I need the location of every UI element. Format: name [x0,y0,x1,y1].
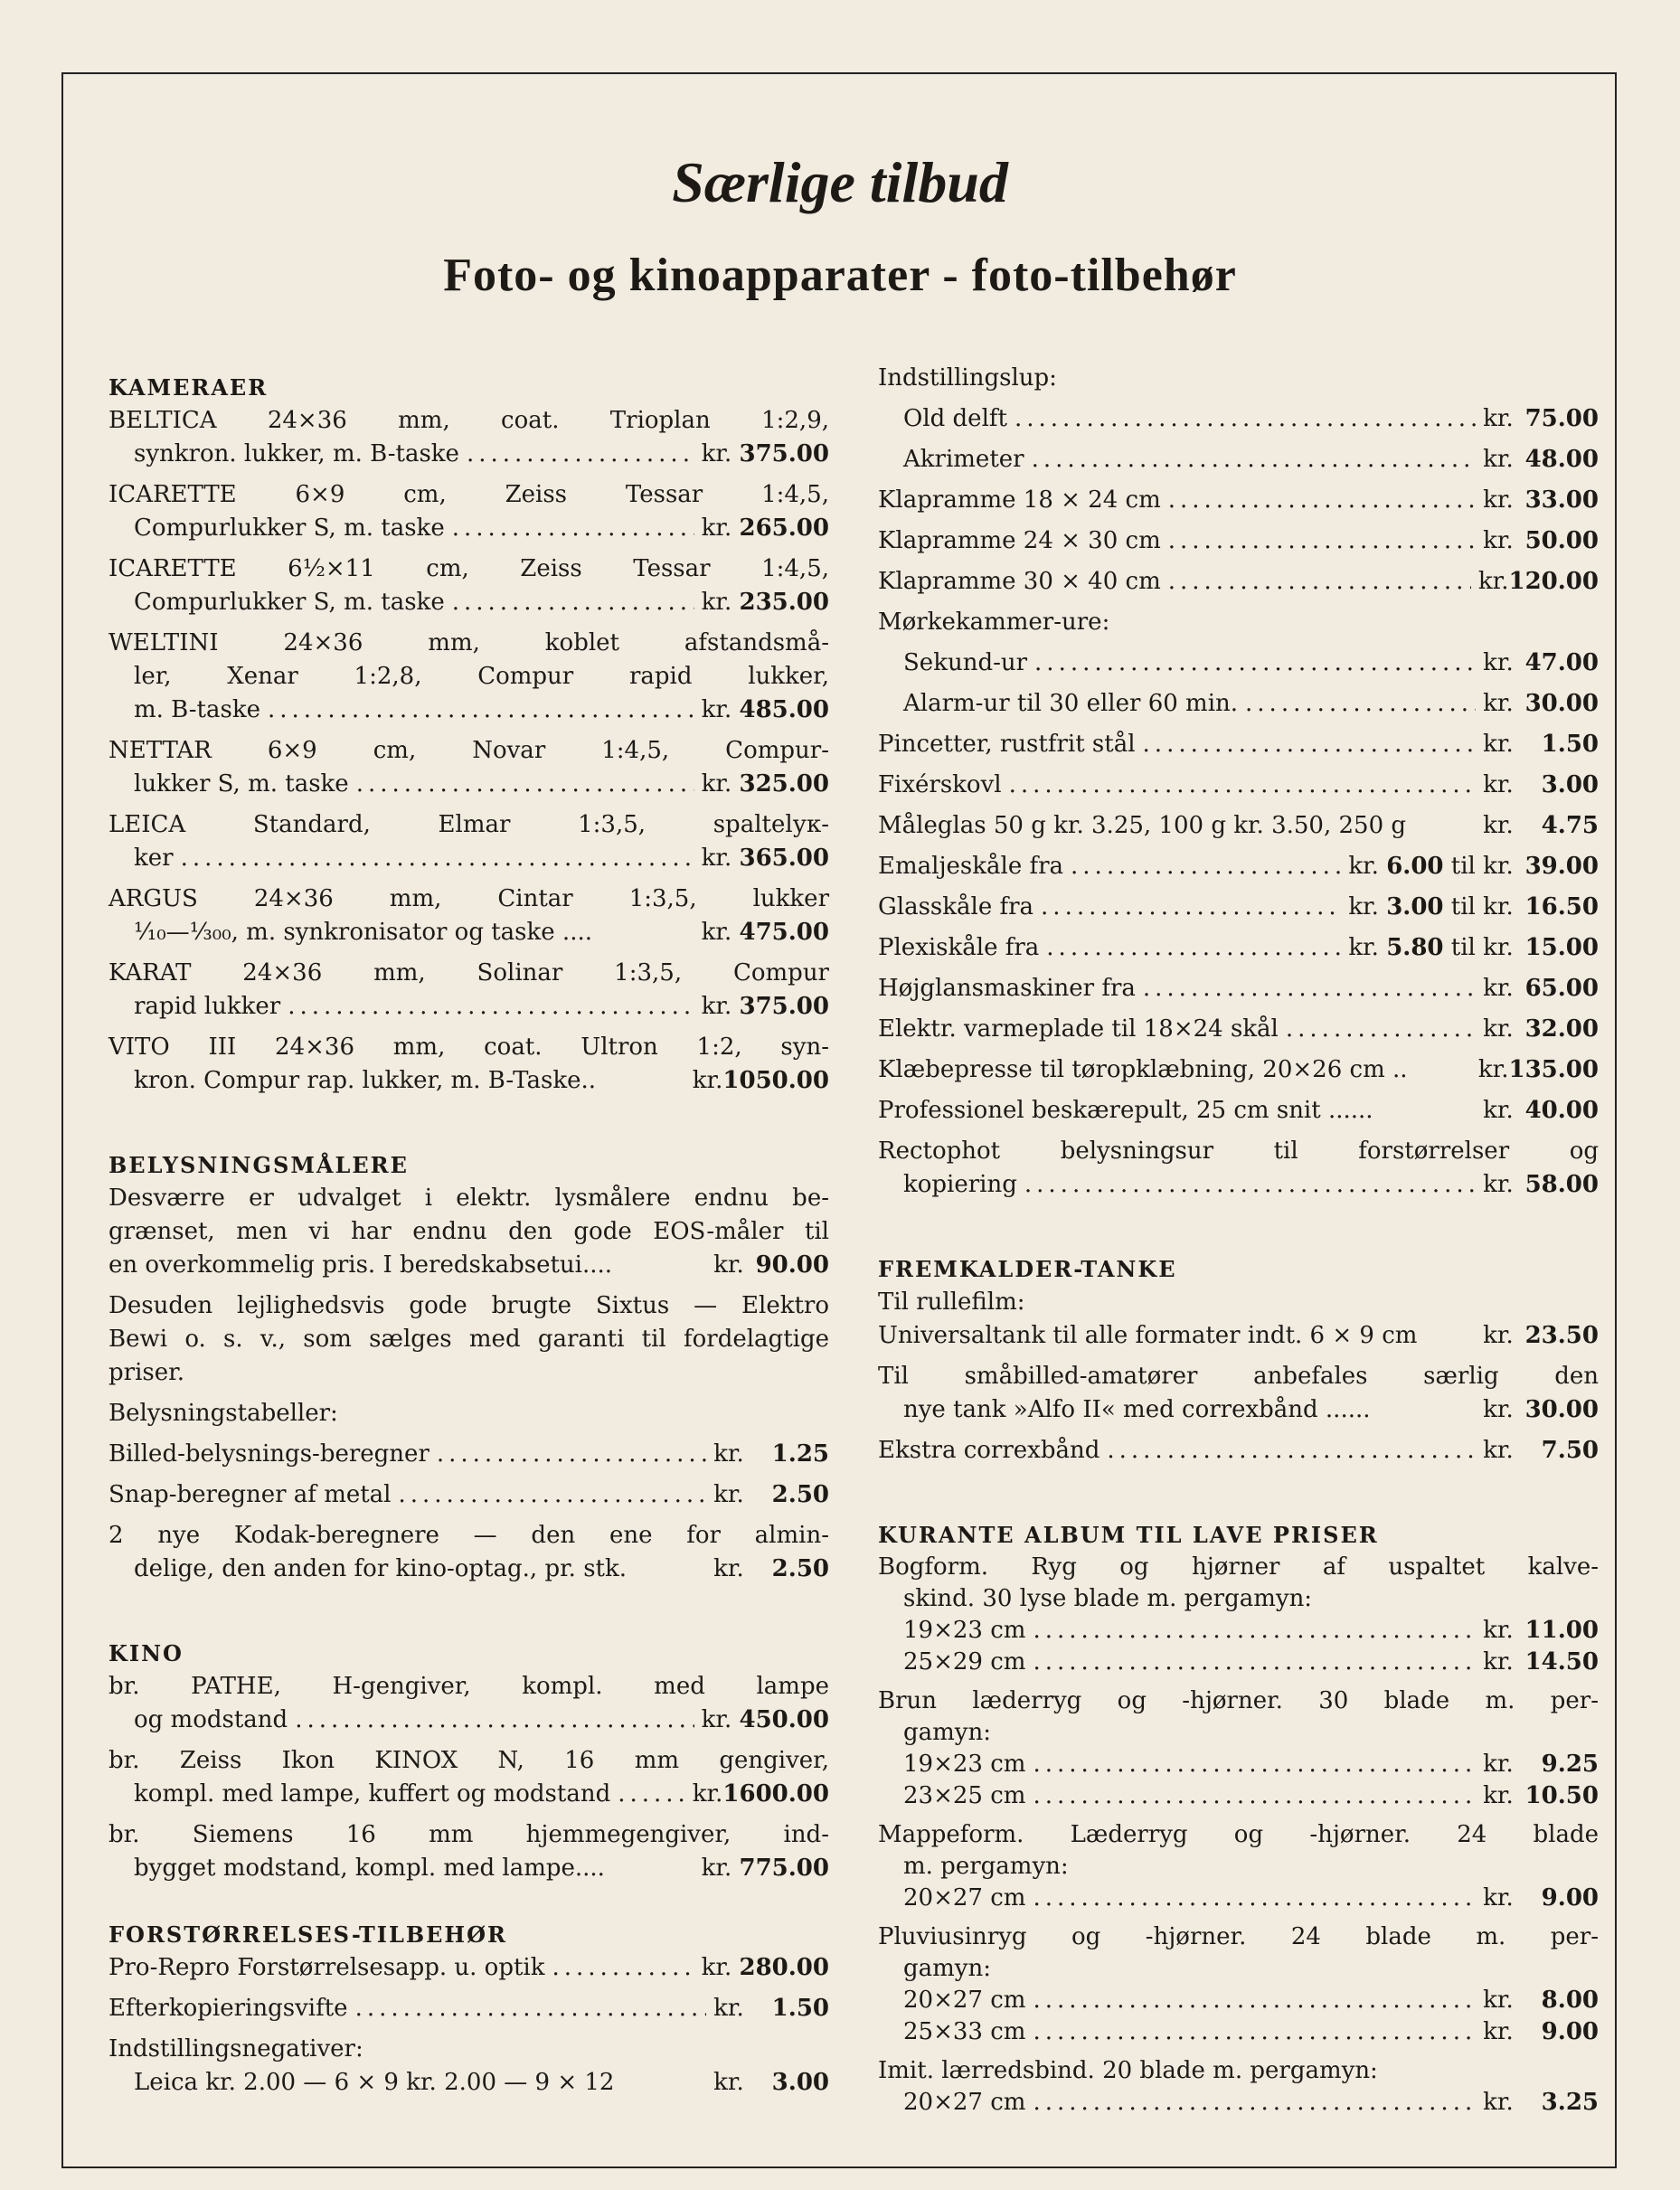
sub-label: Indstillingsnegativer: [109,2035,363,2063]
list-item: Klapramme 18 × 24 cm ..... kr. 33.00 [878,484,1599,517]
item-text: kron. Compur rap. lukker, m. B-Taske.. [134,1067,597,1094]
price: kr. 265.00 [701,514,829,542]
list-item: Pincetter, rustfrit stål ..... kr. 1.50 [878,728,1599,761]
price: kr.1600.00 [692,1780,829,1808]
section-heading-kino: KINO [109,1640,184,1666]
section-heading-album: KURANTE ALBUM TIL LAVE PRISER [878,1522,1379,1548]
item-text: 20×27 cm [903,1884,1026,1912]
paragraph-line: Desuden lejlighedsvis gode brugte Sixtus — Elektro [109,1292,829,1319]
item-text: Klæbepresse til tøropklæbning, 20×26 cm .. [878,1056,1408,1083]
item-text: 20×27 cm [903,1987,1026,2014]
item-text: Måleglas 50 g kr. 3.25, 100 g kr. 3.50, 250 g [878,812,1407,839]
price: kr. 450.00 [701,1706,829,1733]
price: kr. 90.00 [713,1251,829,1279]
list-item: Sekund-ur ..... kr. 47.00 [878,647,1599,680]
item-text: Snap-beregner af metal [109,1481,392,1508]
list-item [109,808,829,875]
list-item: Emaljeskåle fra ..... kr. 6.00 til kr. 39.00 [878,850,1599,883]
list-item [109,627,829,727]
price: kr.1050.00 [692,1067,829,1094]
item-text: br. PATHE, H-gengiver, kompl. med lampe [109,1673,829,1700]
item-text: Pluviusinryg og -hjørner. 24 blade m. per- [878,1923,1599,1950]
item-text: 2 nye Kodak-beregnere — den ene for almin- [109,1522,829,1549]
list-item: Bogform. Ryg og hjørner af uspaltet kalve- skind. 30 lyse blade m. pergamyn: 19×23 cm ..... kr. 11.00 25×29 cm ..... kr. 14.50 [878,1552,1599,1678]
list-item: Rectophot belysningsur til forstørrelser og kopiering ..... kr. 58.00 [878,1135,1599,1202]
list-item: Indstillingsnegativer: Leica kr. 2.00 — 6 × 9 kr. 2.00 — 9 × 12 kr. 3.00 [109,2033,829,2100]
item-text: Glasskåle fra [878,893,1034,920]
item-text: skind. 30 lyse blade m. pergamyn: [903,1585,1313,1612]
list-item [109,1670,829,1737]
list-item [109,404,829,471]
item-text: 25×29 cm [903,1648,1026,1676]
item-text: bygget modstand, kompl. med lampe.... [134,1855,605,1882]
page-subtitle: Foto- og kinoapparater - foto-tilbehør [443,250,1237,301]
item-text: Elektr. varmeplade til 18×24 skål [878,1015,1279,1043]
sub-label: Til rullefilm: [878,1289,1025,1316]
section-heading-tanke: FREMKALDER-TANKE [878,1256,1177,1282]
item-text: Til småbilled-amatører anbefales særlig den [878,1363,1599,1390]
list-item: Klapramme 30 × 40 cm ..... kr.120.00 [878,565,1599,599]
item-text: synkron. lukker, m. B-taske [134,440,459,467]
list-item: Pluviusinryg og -hjørner. 24 blade m. per- gamyn: 20×27 cm ..... kr. 8.00 25×33 cm ..... kr. 9.00 [878,1921,1599,2048]
item-text: Ekstra correxbånd [878,1437,1100,1464]
item-text: ICARETTE 6×9 cm, Zeiss Tessar 1:4,5, [109,481,829,508]
item-text: Imit. lærredsbind. 20 blade m. pergamyn: [878,2057,1378,2084]
list-item: Plexiskåle fra ..... kr. 5.80 til kr. 15.00 [878,931,1599,965]
list-item: Old delft ..... kr. 75.00 [878,402,1599,436]
item-text: Pincetter, rustfrit stål [878,731,1136,758]
price: kr. 375.00 [701,993,829,1020]
item-text: Sekund-ur [903,649,1028,676]
item-text: br. Siemens 16 mm hjemmegengiver, ind- [109,1821,829,1848]
item-text: Emaljeskåle fra [878,853,1064,880]
item-text: m. B-taske [134,696,260,723]
list-item [109,1182,829,1282]
item-text: Klapramme 18 × 24 cm [878,486,1161,514]
item-text: kompl. med lampe, kuffert og modstand [134,1780,611,1808]
list-item: Til småbilled-amatører anbefales særlig den nye tank »Alfo II« med correxbånd ...... kr. 30.00 [878,1360,1599,1427]
list-item [109,478,829,545]
item-text: BELTICA 24×36 mm, coat. Trioplan 1:2,9, [109,407,829,434]
item-text: NETTAR 6×9 cm, Novar 1:4,5, Compur- [109,737,829,764]
list-item: Pro-Repro Forstørrelsesapp. u. optik ..... kr. 280.00 [109,1951,829,1985]
list-item: Glasskåle fra ..... kr. 3.00 til kr. 16.50 [878,891,1599,924]
item-text: kopiering [903,1171,1017,1198]
item-text: 25×33 cm [903,2018,1026,2045]
list-item: Måleglas 50 g kr. 3.25, 100 g kr. 3.50, 250 g kr. 4.75 [878,809,1599,843]
list-item: Universaltank til alle formater indt. 6 × 9 cm kr. 23.50 [878,1319,1599,1353]
price: kr. 365.00 [701,845,829,872]
list-item [109,883,829,949]
item-text: Professionel beskærepult, 25 cm snit ...... [878,1097,1373,1124]
list-item: Fixérskovl ..... kr. 3.00 [878,769,1599,802]
item-text: Pro-Repro Forstørrelsesapp. u. optik [109,1954,545,1981]
paragraph-line: priser. [109,1359,184,1386]
list-item: Klæbepresse til tøropklæbning, 20×26 cm .. kr.135.00 [878,1053,1599,1087]
price: kr. 375.00 [701,440,829,467]
section-heading-belysning: BELYSNINGSMÅLERE [109,1152,409,1178]
list-item [109,1031,829,1098]
section-heading-kameraer: KAMERAER [109,374,269,401]
item-text: ¹⁄₁₀—¹⁄₃₀₀, m. synkronisator og taske .... [134,919,592,946]
price-line [109,1249,829,1282]
item-text: Brun læderryg og -hjørner. 30 blade m. per- [878,1687,1599,1714]
item-text: Mappeform. Læderryg og -hjørner. 24 blade [878,1821,1599,1848]
item-text: Klapramme 24 × 30 cm [878,527,1161,554]
item-text: 19×23 cm [903,1617,1026,1644]
paragraph-line: Bewi o. s. v., som sælges med garanti til fordelagtige [109,1326,829,1353]
section-heading-forst: FORSTØRRELSES-TILBEHØR [109,1921,507,1948]
item-text: VITO III 24×36 mm, coat. Ultron 1:2, syn- [109,1034,829,1061]
item-text: Bogform. Ryg og hjørner af uspaltet kalve- [878,1553,1599,1581]
item-text: Plexiskåle fra [878,934,1040,961]
list-item [109,552,829,619]
list-item: Ekstra correxbånd ..... kr. 7.50 [878,1434,1599,1468]
item-text: KARAT 24×36 mm, Solinar 1:3,5, Compur [109,959,829,986]
list-item: Imit. lærredsbind. 20 blade m. pergamyn: 20×27 cm ..... kr. 3.25 [878,2055,1599,2119]
page-title: Særlige tilbud [672,150,1008,214]
item-text: Akrimeter [903,446,1024,473]
list-item [109,957,829,1024]
item-text: rapid lukker [134,993,281,1020]
price: kr. 235.00 [701,589,829,616]
kino-list [109,1670,829,1885]
item-text: ARGUS 24×36 mm, Cintar 1:3,5, lukker [109,885,829,912]
list-item: Mappeform. Læderryg og -hjørner. 24 blade m. pergamyn: 20×27 cm ..... kr. 9.00 [878,1819,1599,1914]
list-item: Klapramme 24 × 30 cm ..... kr. 50.00 [878,524,1599,558]
item-text: 19×23 cm [903,1751,1026,1778]
list-item [109,1744,829,1811]
item-text: LEICA Standard, Elmar 1:3,5, spaltelук- [109,811,829,838]
item-text: og modstand [134,1706,288,1733]
item-text: delige, den anden for kino-optag., pr. stk. [134,1555,628,1582]
item-text: 23×25 cm [903,1782,1026,1809]
item-text: Klapramme 30 × 40 cm [878,568,1161,595]
list-item: Professionel beskærepult, 25 cm snit ...... kr. 40.00 [878,1094,1599,1128]
sub-label: Mørkekammer-ure: [878,609,1110,636]
list-item: Akrimeter ..... kr. 48.00 [878,443,1599,477]
price: kr. 325.00 [701,770,829,798]
price: kr. 775.00 [701,1855,829,1882]
item-text: lukker S, m. taske [134,770,349,798]
item-text: ICARETTE 6½×11 cm, Zeiss Tessar 1:4,5, [109,555,829,582]
item-text: gamyn: [903,1955,991,1982]
list-item: Efterkopieringsvifte ..... kr. 1.50 [109,1992,829,2025]
item-text: 20×27 cm [903,2089,1026,2116]
item-text: Old delft [903,405,1007,432]
list-item: Elektr. varmeplade til 18×24 skål ..... kr. 32.00 [878,1013,1599,1046]
item-text: Billed-belysnings-beregner [109,1440,429,1468]
list-item: Brun læderryg og -hjørner. 30 blade m. per- gamyn: 19×23 cm ..... kr. 9.25 23×25 cm ..... kr. 10.50 [878,1685,1599,1812]
left-column [109,371,829,2107]
item-text: Compurlukker S, m. taske [134,514,445,542]
paragraph-line: grænset, men vi har endnu den gode EOS-måler til [109,1218,829,1245]
item-text: Universaltank til alle formater indt. 6 × 9 cm [878,1322,1418,1349]
item-text: nye tank »Alfo II« med correxbånd ...... [903,1396,1371,1423]
item-text: Leica kr. 2.00 — 6 × 9 kr. 2.00 — 9 × 12 [134,2069,615,2096]
item-text: Alarm-ur til 30 eller 60 min. [903,690,1239,717]
item-text: ler, Xenar 1:2,8, Compur rapid lukker, [134,663,829,690]
price: kr. 485.00 [701,696,829,723]
item-text: Højglansmaskiner fra [878,975,1136,1002]
item-text: Efterkopieringsvifte [109,1995,348,2022]
item-text: en overkommelig pris. I beredskabsetui.... [109,1251,613,1279]
list-item: Billed-belysnings-beregner ..... kr. 1.25 [109,1438,829,1471]
camera-list [109,404,829,1098]
price: kr. 475.00 [701,919,829,946]
list-item: Alarm-ur til 30 eller 60 min. ..... kr. 30.00 [878,687,1599,721]
sub-label: Indstillingslup: [878,364,1057,392]
paragraph-line: Desværre er udvalget i elektr. lysmålere endnu be- [109,1185,829,1212]
list-item [109,1818,829,1885]
item-text: Fixérskovl [878,771,1002,798]
list-item [109,734,829,801]
item-text: gamyn: [903,1719,991,1746]
item-text: Rectophot belysningsur til forstørrelser og [878,1137,1599,1165]
item-text: m. pergamyn: [903,1853,1069,1880]
item-text: Compurlukker S, m. taske [134,589,445,616]
item-text: ker [134,845,174,872]
item-text: br. Zeiss Ikon KINOX N, 16 mm gengiver, [109,1747,829,1774]
item-text: WELTINI 24×36 mm, koblet afstandsmå- [109,629,829,656]
list-item: 2 nye Kodak-beregnere — den ene for almin- delige, den anden for kino-optag., pr. stk. kr. 2.50 [109,1519,829,1586]
list-item: Højglansmaskiner fra ..... kr. 65.00 [878,972,1599,1005]
sub-label: Belysningstabeller: [109,1400,338,1427]
list-item [109,1289,829,1390]
list-item: Snap-beregner af metal ..... kr. 2.50 [109,1478,829,1512]
right-column [878,364,1599,2126]
